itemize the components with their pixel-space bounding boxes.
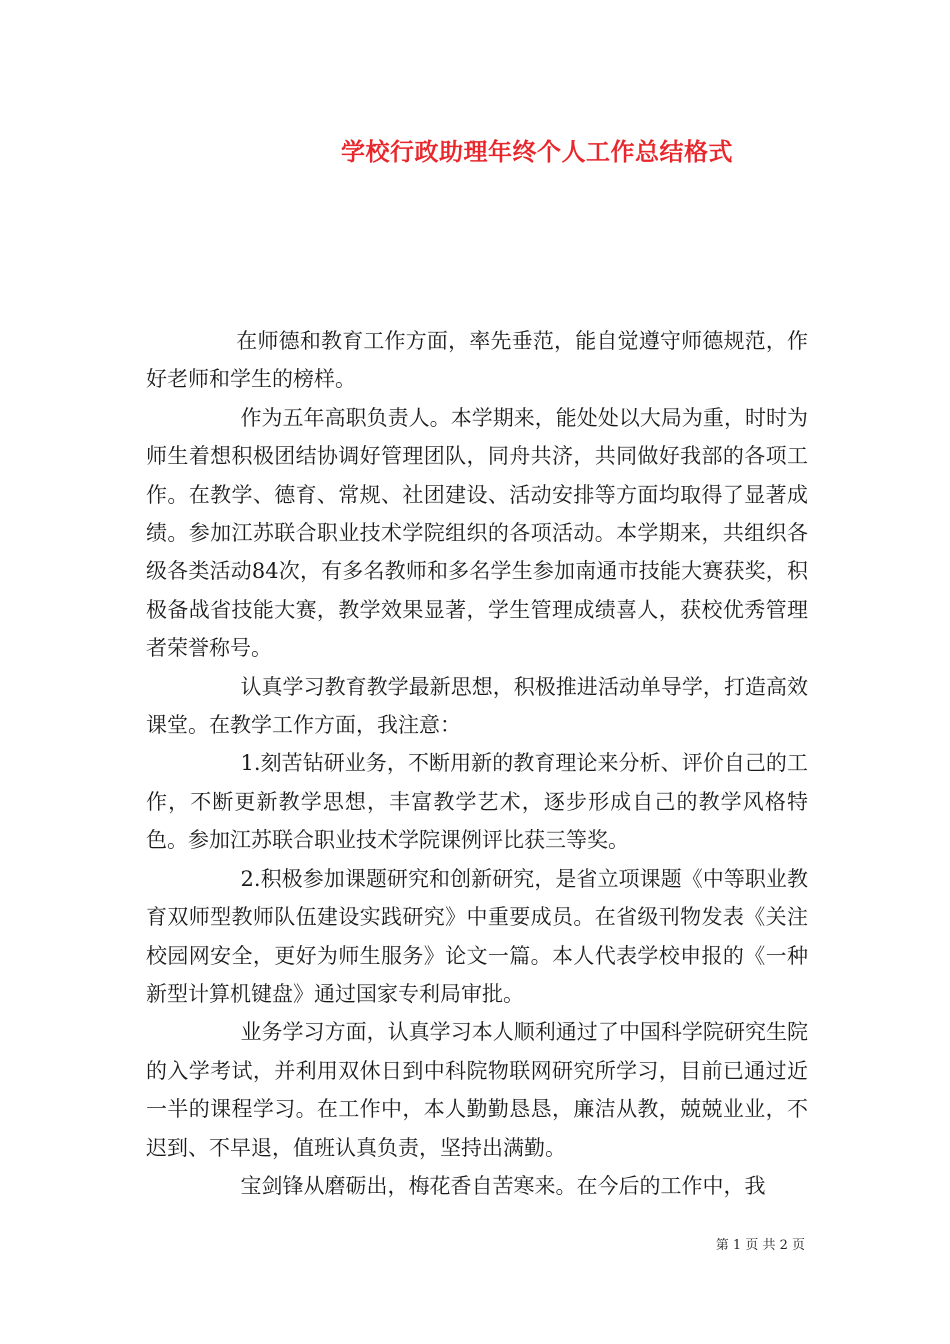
paragraph: 业务学习方面，认真学习本人顺利通过了中国科学院研究生院的入学考试，并利用双休日到中科院物联网研究所学习，目前已通过近一半的课程学习。在工作中，本人勤勤恳恳，廉洁从教，兢兢业业，不迟到、不早退，值班认真负责，坚持出满勤。: [146, 1020, 808, 1160]
paragraph: 认真学习教育教学最新思想，积极推进活动单导学，打造高效课堂。在教学工作方面，我注意：: [146, 674, 808, 738]
page-indicator: 第 1 页 共 2 页: [715, 1238, 805, 1253]
paragraph: 在师德和教育工作方面，率先垂范，能自觉遵守师德规范，作好老师和学生的榜样。: [146, 329, 808, 392]
paragraph: 宝剑锋从磨砺出，梅花香自苦寒来。在今后的工作中，我: [240, 1173, 766, 1198]
document-body: [146, 322, 808, 1205]
document-title: 学校行政助理年终个人工作总结格式: [341, 138, 733, 166]
paragraph: 2.积极参加课题研究和创新研究，是省立项课题《中等职业教育双师型教师队伍建设实践研究》中重要成员。在省级刊物发表《关注校园网安全，更好为师生服务》论文一篇。本人代表学校申报的《一种新型计算机键盘》通过国家专利局审批。: [146, 866, 808, 1006]
paragraph: 1.刻苦钻研业务，不断用新的教育理论来分析、评价自己的工作，不断更新教学思想，丰富教学艺术，逐步形成自己的教学风格特色。参加江苏联合职业技术学院课例评比获三等奖。: [146, 751, 808, 853]
paragraph: 作为五年高职负责人。本学期来，能处处以大局为重，时时为师生着想积极团结协调好管理团队，同舟共济，共同做好我部的各项工作。在教学、德育、常规、社团建设、活动安排等方面均取得了显著成绩。参加江苏联合职业技术学院组织的各项活动。本学期来，共组织各级各类活动84次，有多名教师和多名学生参加南通市技能大赛获奖，积极备战省技能大赛，教学效果显著，学生管理成绩喜人，获校优秀管理者荣誉称号。: [146, 405, 808, 661]
